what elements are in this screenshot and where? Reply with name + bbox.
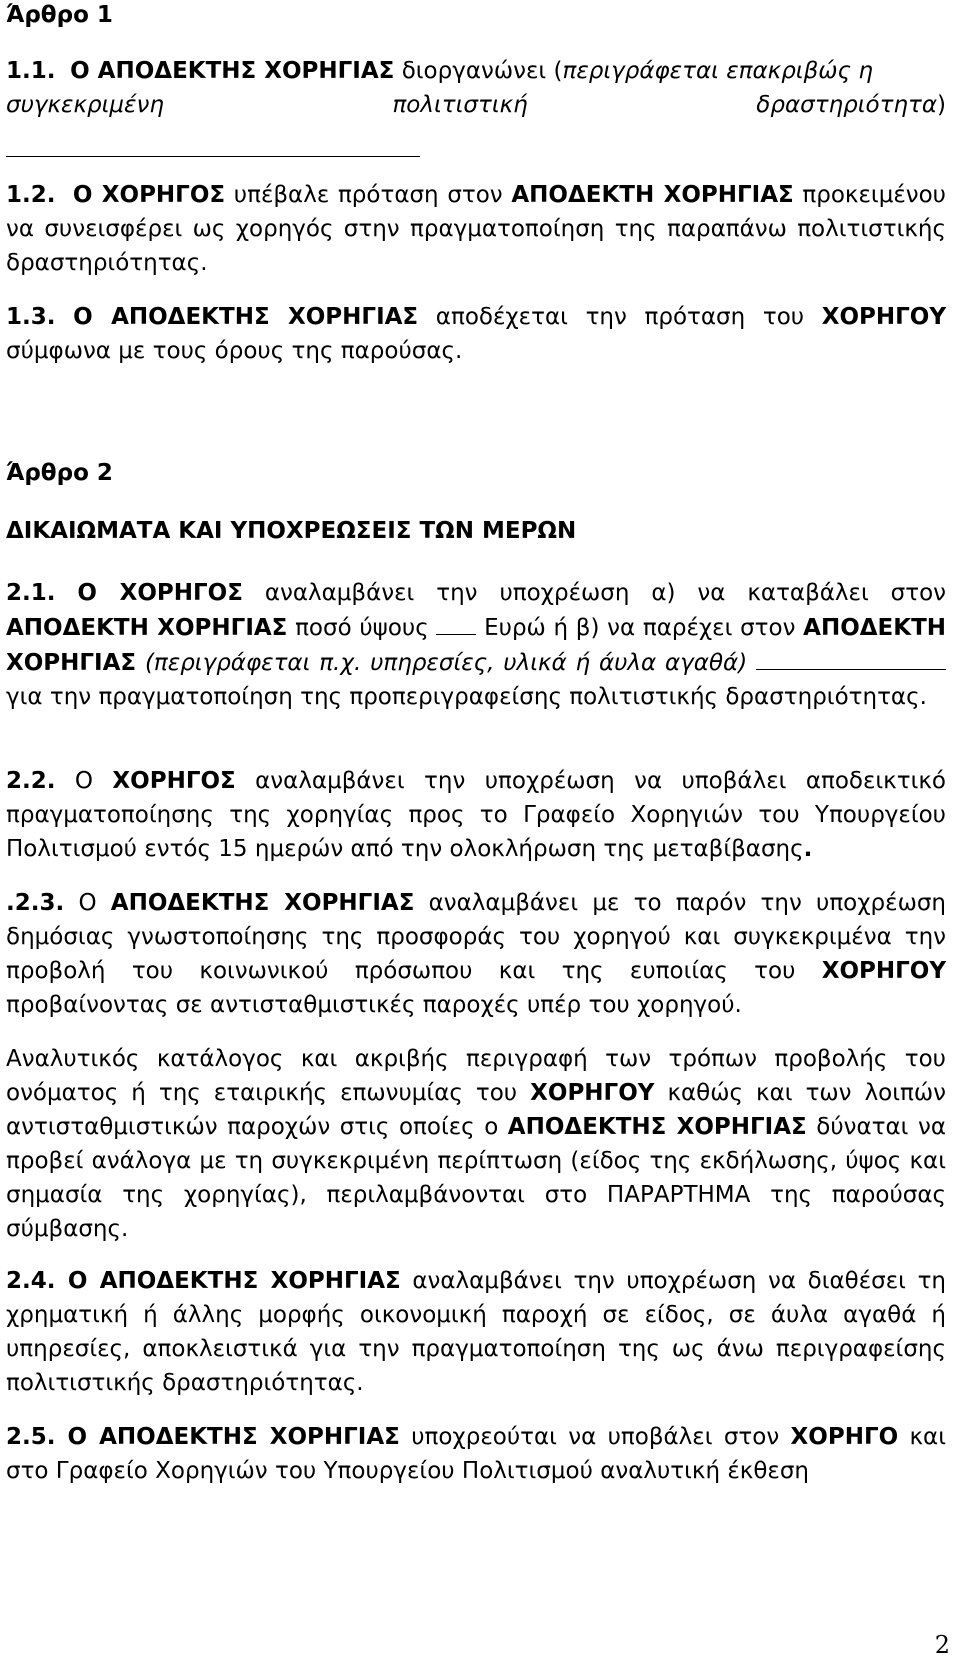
amount-blank [436, 610, 476, 635]
clause-2-3-details [6, 1042, 946, 1246]
clause-text: Ο [55, 768, 113, 794]
clause-1-1 [6, 54, 946, 122]
bold-term: Ο ΧΟΡΗΓΟΣ [77, 580, 243, 606]
italic-text: πολιτιστική [392, 92, 528, 118]
clause-number: .2.3. [6, 890, 65, 916]
clause-2-3 [6, 886, 946, 1022]
clause-text: αναλαμβάνει με το παρόν την υποχρέωση δημόσιας γνωστοποίησης της προσφοράς του χορηγού και συγκεκριμένα την προβολή του κοινωνικού πρόσωπου και της ευποιίας του [6, 890, 946, 984]
clause-text: διοργανώνει ( [394, 58, 563, 84]
blank-line [6, 156, 420, 157]
clause-text: Ευρώ ή β) να παρέχει στον [476, 615, 804, 641]
clause-2-4 [6, 1264, 946, 1400]
clause-text: ποσό ύψους [287, 615, 437, 641]
clause-text: Ο [64, 890, 111, 916]
bold-term: ΑΠΟΔΕΚΤΗ ΧΟΡΗΓΙΑΣ [511, 182, 794, 208]
bold-term: Ο ΑΠΟΔΕΚΤΗΣ ΧΟΡΗΓΙΑΣ [55, 1424, 400, 1450]
article-2-heading: Άρθρο 2 [6, 460, 113, 486]
clause-text: υπέβαλε πρόταση στον [225, 182, 512, 208]
bold-term: ΑΠΟΔΕΚΤΗΣ ΧΟΡΗΓΙΑΣ [507, 1114, 807, 1140]
article-1-heading: Άρθρο 1 [6, 2, 113, 28]
clause-1-2 [6, 178, 946, 280]
clause-text: προβαίνοντας σε αντισταθμιστικές παροχές υπέρ του χορηγού. [6, 992, 742, 1018]
bold-term: Ο ΧΟΡΗΓΟΣ [72, 182, 226, 208]
clause-text: Αναλυτικός κατάλογος και ακριβής περιγραφή των τρόπων προβολής του ονόματος ή της εταιρικής επωνυμίας του [6, 1046, 946, 1106]
clause-text: σύμφωνα με τους όρους της παρούσας. [6, 338, 463, 364]
page-number: 2 [934, 1631, 950, 1659]
bold-term: ΑΠΟΔΕΚΤΗΣ ΧΟΡΗΓΙΑΣ [110, 890, 415, 916]
clause-1-3 [6, 300, 946, 368]
clause-text: αποδέχεται την πρόταση του [418, 304, 822, 330]
clause-2-5 [6, 1420, 946, 1488]
italic-text: δραστηριότητα [756, 92, 938, 118]
italic-text: περιγράφεται επακριβώς η [562, 58, 873, 84]
clause-text: για την πραγματοποίηση της προπεριγραφείσης πολιτιστικής δραστηριότητας. [6, 684, 927, 710]
clause-text: και στο Γραφείο Χορηγιών του Υπουργείου Πολιτισμού αναλυτική έκθεση [6, 1424, 946, 1484]
bold-term: Ο ΑΠΟΔΕΚΤΗΣ ΧΟΡΗΓΙΑΣ [73, 304, 419, 330]
bold-term: Ο ΑΠΟΔΕΚΤΗΣ ΧΟΡΗΓΙΑΣ [70, 58, 395, 84]
bold-term: ΑΠΟΔΕΚΤΗ ΧΟΡΗΓΙΑΣ [6, 615, 947, 676]
clause-number: 1.3. [6, 304, 56, 330]
clause-2-2 [6, 764, 946, 866]
clause-number: 2.1. [6, 580, 56, 606]
bold-term: ΧΟΡΗΓΟ [790, 1424, 899, 1450]
clause-text: ) [937, 92, 946, 118]
bold-term: ΧΟΡΗΓΟΥ [821, 958, 946, 984]
clause-text: αναλαμβάνει την υποχρέωση α) να καταβάλει στον [242, 580, 947, 606]
clause-text: αναλαμβάνει την υποχρέωση να υποβάλει αποδεικτικό πραγματοποίησης της χορηγίας προς το Γραφείο Χορηγιών του Υπουργείου Πολιτισμού εντός 15 ημερών από την ολοκλήρωση της μεταβίβασης [6, 768, 946, 862]
italic-text: συγκεκριμένη [6, 92, 164, 118]
clause-number: 1.2. [6, 182, 56, 208]
clause-2-1 [6, 576, 946, 714]
bold-term: ΧΟΡΗΓΟΥ [821, 304, 947, 330]
article-2-subheading: ΔΙΚΑΙΩΜΑΤΑ ΚΑΙ ΥΠΟΧΡΕΩΣΕΙΣ ΤΩΝ ΜΕΡΩΝ [6, 518, 577, 544]
clause-number: 1.1. [6, 58, 56, 84]
clause-text: δύναται να προβεί ανάλογα με τη συγκεκριμένη περίπτωση (είδος της εκδήλωσης, ύψος και σημασία της χορηγίας), περιλαμβάνονται στο ΠΑΡΑΡΤΗΜΑ της παρούσας σύμβασης. [6, 1114, 946, 1242]
clause-number: 2.4. [6, 1268, 56, 1294]
clause-text: καθώς και των λοιπών αντισταθμιστικών παροχών στις οποίες ο [6, 1080, 946, 1140]
clause-text: προκειμένου να συνεισφέρει ως χορηγός στην πραγματοποίηση της παραπάνω πολιτιστικής δραστηριότητας. [6, 182, 946, 276]
italic-text: (περιγράφεται π.χ. υπηρεσίες, υλικά ή άυλα αγαθά) [136, 650, 748, 676]
clause-number: 2.5. [6, 1424, 56, 1450]
bold-term: ΑΠΟΔΕΚΤΗ ΧΟΡΗΓΙΑΣ [6, 615, 288, 641]
clause-text: υποχρεούται να υποβάλει στον [399, 1424, 791, 1450]
description-blank [756, 645, 946, 670]
clause-text: αναλαμβάνει την υποχρέωση να διαθέσει τη χρηματική ή άλλης μορφής οικονομική παροχή σε είδος, σε άυλα αγαθά ή υπηρεσίες, αποκλειστικά για την πραγματοποίηση της ως άνω περιγραφείσης πολιτιστικής δραστηριότητας. [6, 1268, 946, 1396]
bold-period: . [803, 836, 813, 862]
bold-term: Ο ΑΠΟΔΕΚΤΗΣ ΧΟΡΗΓΙΑΣ [55, 1268, 401, 1294]
clause-number: 2.2. [6, 768, 56, 794]
bold-term: ΧΟΡΗΓΟΣ [112, 768, 236, 794]
bold-term: ΧΟΡΗΓΟΥ [530, 1080, 655, 1106]
